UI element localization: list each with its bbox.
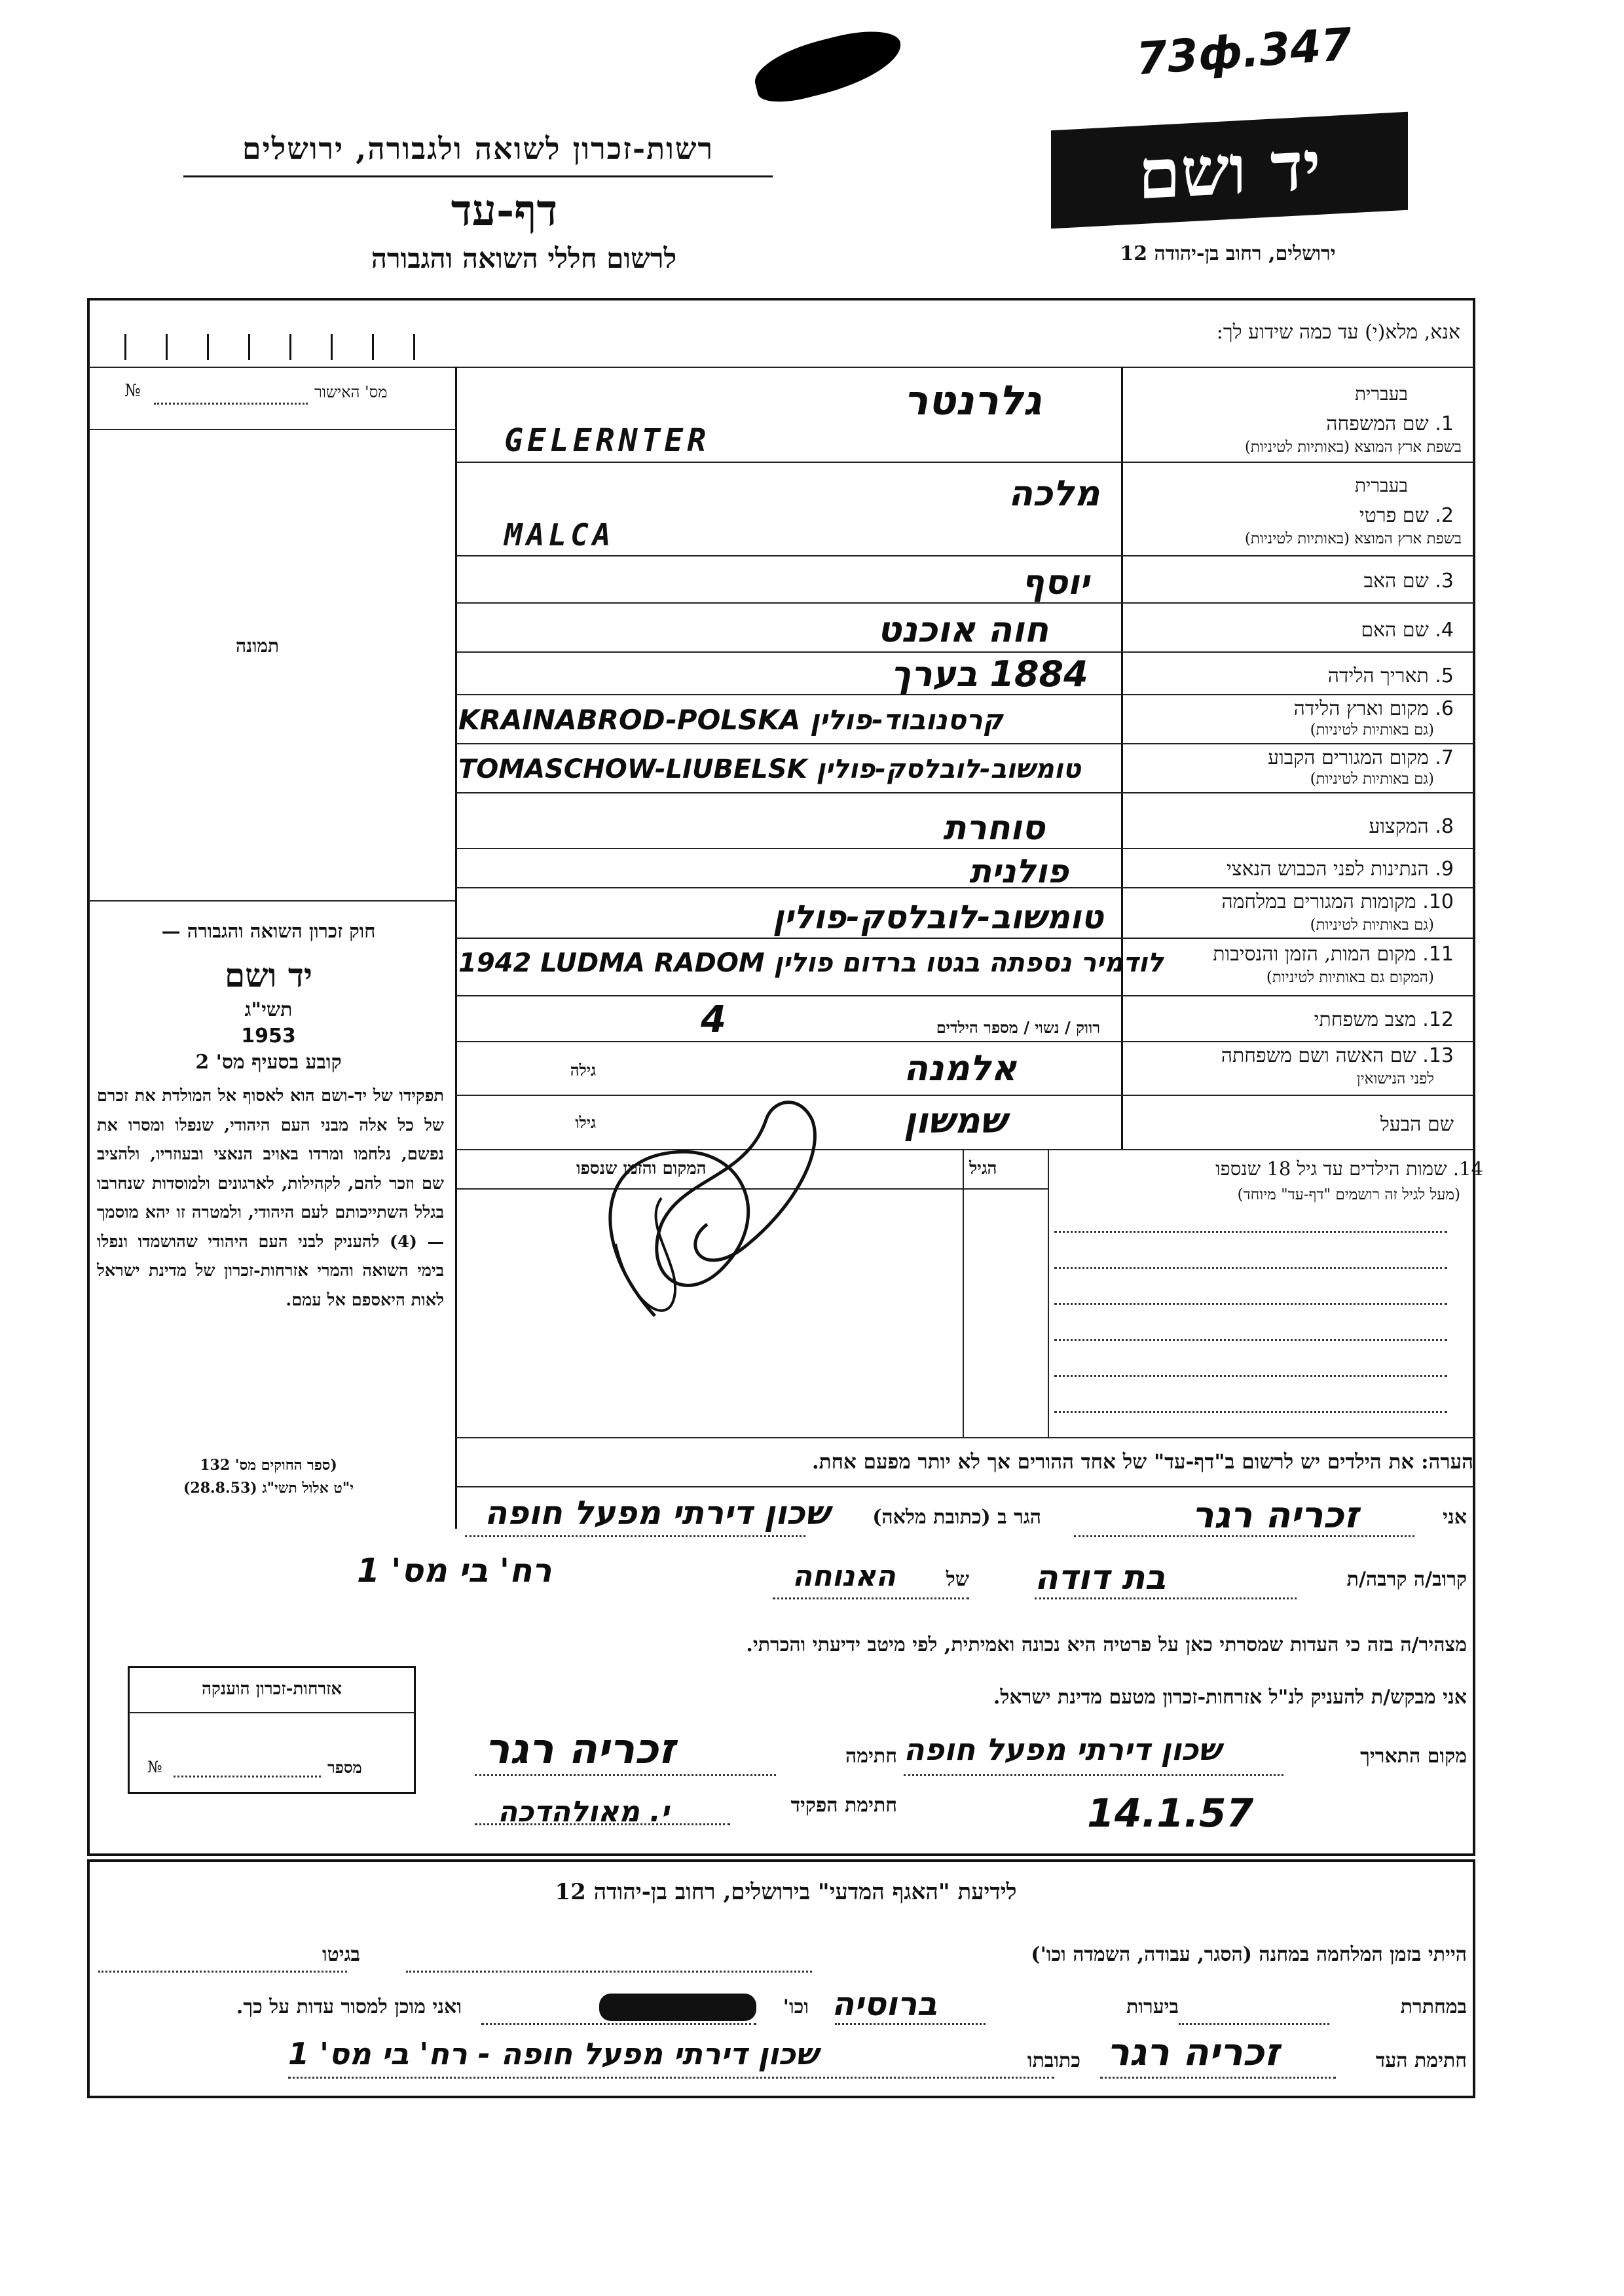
- value-firstname-latin: MALCA: [504, 517, 615, 553]
- children-row-6: [1054, 1411, 1447, 1413]
- field-6-text: מקום וארץ הלידה: [1293, 697, 1429, 720]
- field-5-text: תאריך הלידה: [1327, 665, 1429, 687]
- relation-label: קרוב/ה קרבה/ת: [1346, 1568, 1467, 1591]
- field-13-label: [1221, 1044, 1454, 1067]
- relation-value: בת דודה: [1035, 1558, 1166, 1597]
- children-label: 14. שמות הילדים עד גיל 18 שנספו: [1215, 1157, 1483, 1180]
- witness-line-2-a: במחתרת: [1400, 1995, 1467, 2018]
- field-11-num: 11.: [1422, 943, 1454, 966]
- reference-number: 73ф.347: [1134, 18, 1354, 86]
- witness-line-2-dots-a: [1179, 2023, 1329, 2025]
- signature-label: חתימה: [845, 1745, 897, 1768]
- value-father: יוסף: [1022, 563, 1090, 602]
- declarant-prefix: אני: [1443, 1506, 1467, 1529]
- children-sublabel: (מעל לגיל זה רושמים "דף-עד" מיוחד): [1237, 1186, 1460, 1203]
- field-2-sub: בשפת ארץ המוצא (באותיות לטיניות): [1244, 530, 1462, 547]
- field-3-num: 3.: [1435, 570, 1454, 592]
- field-13-sub: לפני הנישואין: [1356, 1070, 1434, 1087]
- witness-sig-label: חתימת העד: [1375, 2049, 1467, 2072]
- of-value: האנוחה: [792, 1559, 896, 1593]
- date-value: 14.1.57: [1087, 1791, 1254, 1836]
- law-footer-1: (ספר החוקים מס' 132: [200, 1457, 337, 1474]
- children-col-age: הגיל: [969, 1159, 997, 1178]
- place-date-line: [904, 1774, 1283, 1776]
- witness-line-2-dots-c: [481, 2023, 756, 2025]
- witness-addr-dots: [288, 2077, 1054, 2079]
- row-8-line: [455, 848, 1474, 849]
- of-label: של: [946, 1568, 969, 1591]
- witness-title: לידיעת "האגף המדעי" בירושלים, רחוב בן-יהודה 12: [555, 1879, 1017, 1905]
- witness-line-2-end: ואני מוכן למסור עדות על כך.: [236, 1995, 462, 2018]
- ink-blot: [749, 22, 908, 109]
- certification-number-label: מספר: [327, 1758, 362, 1777]
- approval-number-sign: №: [124, 381, 141, 401]
- field-3-text: שם האב: [1363, 570, 1429, 592]
- row-6-line: [455, 743, 1474, 744]
- title-underline: [183, 175, 773, 177]
- row-11-line: [455, 995, 1474, 996]
- children-bottom-line: [455, 1437, 1474, 1438]
- age-tag-wife: גילה: [570, 1061, 596, 1080]
- field-1-tag: בעברית: [1354, 383, 1408, 405]
- certification-number-line: [174, 1776, 321, 1777]
- field-11-text: מקום המות, הזמן והנסיבות: [1213, 943, 1416, 966]
- field-4-label: [1361, 619, 1454, 642]
- field-1-label: [1326, 412, 1454, 435]
- field-3-label: [1364, 570, 1454, 592]
- field-6-label: [1294, 697, 1454, 720]
- value-surname-he: גלרנטר: [904, 376, 1042, 424]
- witness-line-2-b: ביערות: [1126, 1995, 1179, 2018]
- law-heading: חוק זכרון השואה והגבורה —: [161, 920, 376, 942]
- place-value: שכון דירתי מפעל חופה: [904, 1732, 1221, 1767]
- children-col-1: [1048, 1149, 1049, 1437]
- witness-sig-dots: [1100, 2077, 1336, 2079]
- field-4-num: 4.: [1435, 619, 1454, 642]
- field-13-text: שם האשה ושם משפחתה: [1221, 1044, 1416, 1067]
- field-2-tag: בעברית: [1354, 475, 1408, 496]
- row-7-line: [455, 792, 1474, 793]
- children-row-3: [1054, 1303, 1447, 1305]
- witness-line-2-d: וכו': [783, 1995, 809, 2018]
- scribble-mark: [576, 1080, 877, 1342]
- request-text: אני מבקש/ת להעניק לנ"ל אזרחות-זכרון מטעם מדינת ישראל.: [993, 1686, 1467, 1709]
- law-clause: קובע בסעיף מס' 2: [195, 1051, 342, 1074]
- row-3-line: [455, 602, 1474, 604]
- certification-divider: [129, 1712, 415, 1713]
- value-citizenship: פולנית: [969, 852, 1069, 890]
- value-birthdate: 1884 בערך: [891, 653, 1088, 695]
- field-1-sub: בשפת ארץ המוצא (באותיות לטיניות): [1244, 439, 1462, 456]
- value-profession: סוחרת: [943, 809, 1045, 848]
- law-title: יד ושם: [225, 956, 312, 994]
- witness-line-2-c: ברוסיה: [832, 1985, 937, 2023]
- value-mother: חוה אוכנט: [877, 609, 1049, 650]
- field-10-label: [1221, 890, 1454, 913]
- certification-number-sign: №: [147, 1758, 162, 1776]
- field-12-text: מצב משפחתי: [1314, 1008, 1416, 1031]
- declarant-name: זכריה רגר: [1192, 1494, 1359, 1537]
- value-war-residence: טומשוב-לובלסק-פולין: [773, 898, 1104, 936]
- note-bottom-line: [455, 1486, 1474, 1487]
- authority-title: רשות-זכרון לשואה ולגבורה, ירושלים: [242, 131, 714, 166]
- row-9-line: [455, 887, 1474, 888]
- children-col-place: המקום והזמן שנספו: [576, 1159, 707, 1178]
- field-6-num: 6.: [1435, 697, 1454, 720]
- logo-text: יד ושם: [1138, 124, 1321, 215]
- children-row-4: [1054, 1339, 1447, 1341]
- field-8-text: המקצוע: [1369, 815, 1429, 838]
- signature-line: [475, 1774, 776, 1776]
- value-surname-latin: GELERNTER: [504, 422, 710, 459]
- approval-tick-strip: [124, 334, 445, 360]
- field-10-text: מקומות המגורים במלחמה: [1221, 890, 1416, 913]
- label-column-divider: [1121, 367, 1123, 1149]
- field-10-num: 10.: [1422, 890, 1454, 913]
- field-2-label: [1359, 504, 1454, 527]
- scribble-path: [610, 1102, 815, 1316]
- note-text: הערה: את הילדים יש לרשום ב"דף-עד" של אחד ההורים אך לא יותר מפעם אחת.: [811, 1450, 1473, 1474]
- value-residence: TOMASCHOW-LIUBELSK טומשוב-לובלסק-פולין: [458, 754, 1081, 784]
- field-2-num: 2.: [1435, 504, 1454, 527]
- intro-text: אנא, מלא(י) עד כמה שידוע לך:: [1216, 321, 1460, 344]
- field-7-sub: (גם באותיות לטיניות): [1310, 771, 1434, 788]
- witness-line-1: הייתי בזמן המלחמה במחנה (הסגר, עבודה, השמדה וכו'): [1031, 1943, 1467, 1966]
- field-12-label: [1314, 1008, 1454, 1031]
- declarant-address-2: רח' בי מס' 1: [357, 1552, 552, 1590]
- row-4-line: [455, 651, 1474, 653]
- of-line: [773, 1597, 969, 1599]
- value-wife: אלמנה: [904, 1048, 1017, 1089]
- field-10-sub: (גם באותיות לטיניות): [1310, 917, 1434, 934]
- approval-dots: [154, 403, 308, 405]
- value-birthplace: KRAINABROD-POLSKA קרסנובוד-פולין: [458, 704, 1003, 736]
- field-9-text: הנתינות לפני הכבוש הנאצי: [1227, 858, 1429, 881]
- law-body: תפקידו של יד-ושם הוא לאסוף אל המולדת את זכרם של כל אלה מבני העם היהודי, שנפלו ומסרו את נפשם, נלחמו ומרדו באויב הנאצי ובעוזריו, ולהציב שם וזכר להם, לקהילות, לארגונים ולמוסדות שנחרבו בגלל השתייכותם לעם היהודי, ולמטרה זו יהא מוסמך — (4) להעניק לבני העם היהודי שהושמדו ונפלו בימי השואה והמרי אזרחות-זכרון של מדינת ישראל לאות היאספם אל עמם.: [97, 1086, 444, 1310]
- photo-bottom-line: [88, 900, 455, 902]
- row-12-line: [455, 1041, 1474, 1042]
- redaction-mark: [599, 1994, 756, 2021]
- field-9-label: [1227, 858, 1454, 881]
- field-13-num: 13.: [1422, 1044, 1454, 1067]
- field-7-num: 7.: [1435, 746, 1454, 769]
- age-tag-husband: גילו: [575, 1113, 596, 1132]
- field-7-text: מקום המגורים הקבוע: [1268, 746, 1429, 769]
- row-2-line: [455, 555, 1474, 556]
- field-6-sub: (גם באותיות לטיניות): [1310, 721, 1434, 738]
- children-row-1: [1054, 1231, 1447, 1233]
- law-year-he: תשי"ג: [244, 998, 293, 1021]
- field-5-label: [1328, 665, 1454, 687]
- row-10-line: [455, 938, 1474, 939]
- field-5-num: 5.: [1435, 665, 1454, 687]
- children-col-2: [963, 1149, 964, 1437]
- field-8-label: [1369, 815, 1454, 838]
- certification-title: אזרחות-זכרון הוענקה: [201, 1679, 342, 1699]
- field-1-num: 1.: [1435, 412, 1454, 435]
- approval-line: [88, 429, 455, 430]
- field-14-label: שם הבעל: [1380, 1113, 1454, 1136]
- form-title: דף-עד: [451, 185, 558, 236]
- field-1-text: שם המשפחה: [1326, 412, 1429, 435]
- witness-line-1-dots-b: [98, 1971, 347, 1973]
- place-date-label: מקום התאריך: [1360, 1745, 1467, 1768]
- field-11-label: [1213, 943, 1454, 966]
- children-row-5: [1054, 1375, 1447, 1377]
- left-column-divider: [455, 367, 457, 1529]
- witness-line-1-dots: [406, 1971, 812, 1973]
- witness-line-1-end: בגיטו: [322, 1943, 360, 1966]
- form-subtitle: לרשום חללי השואה והגבורה: [371, 242, 677, 274]
- residence-label: הגר ב (כתובת מלאה): [872, 1506, 1041, 1529]
- residence-line: [465, 1535, 805, 1537]
- top-strip-line: [88, 367, 1474, 368]
- witness-addr-label: כתובתו: [1027, 2049, 1080, 2072]
- approval-label: מס' האישור: [314, 383, 388, 401]
- law-year: 1953: [241, 1025, 296, 1048]
- value-death: 1942 LUDMA RADOM לודמיר נספתה בגטו ברדום פולין: [458, 948, 1164, 978]
- officer-label: חתימת הפקיד: [790, 1794, 897, 1817]
- row-1-line: [455, 462, 1474, 463]
- yad-vashem-logo: [1051, 112, 1408, 229]
- declarant-address: שכון דירתי מפעל חופה: [485, 1494, 830, 1532]
- field-8-num: 8.: [1435, 815, 1454, 838]
- witness-addr-value: שכון דירתי מפעל חופה - רח' בי מס' 1: [288, 2036, 819, 2071]
- value-children-count: 4: [701, 998, 726, 1041]
- signature-value: זכריה רגר: [485, 1725, 676, 1774]
- field-11-sub: (המקום גם באותיות לטיניות): [1266, 969, 1434, 986]
- logo-address: ירושלים, רחוב בן-יהודה 12: [1120, 242, 1336, 265]
- field-4-text: שם האם: [1361, 619, 1429, 642]
- witness-sig-value: זכריה רגר: [1107, 2030, 1280, 2074]
- affirm-text: מצהיר/ה בזה כי העדות שמסרתי כאן על פרטיה היא נכונה ואמיתית, לפי מיטב ידיעתי והכרתי.: [746, 1633, 1467, 1656]
- photo-label: תמונה: [236, 635, 280, 657]
- relation-line: [1035, 1597, 1297, 1599]
- field-7-label: [1268, 746, 1454, 769]
- field-9-num: 9.: [1435, 858, 1454, 881]
- witness-line-2-dots-b: [835, 2023, 986, 2025]
- field-2-text: שם פרטי: [1359, 504, 1429, 527]
- officer-value: י. מאולהדכה: [498, 1795, 669, 1829]
- marital-status-options: רווק / נשוי / מספר הילדים: [936, 1018, 1100, 1037]
- law-footer-2: י"ט אלול תשי"ג (28.8.53): [183, 1480, 354, 1497]
- value-firstname-he: מלכה: [1008, 473, 1100, 514]
- field-12-num: 12.: [1422, 1008, 1454, 1031]
- children-row-2: [1054, 1267, 1447, 1269]
- value-husband: שמשון: [904, 1100, 1006, 1141]
